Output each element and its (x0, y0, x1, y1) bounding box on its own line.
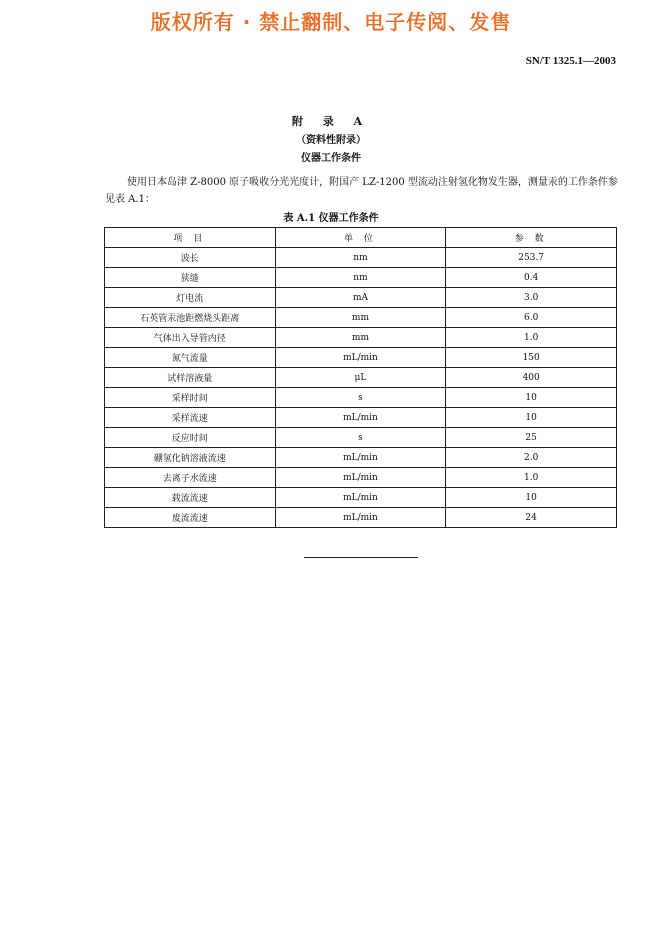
table-row (105, 488, 617, 508)
table-body (105, 248, 617, 528)
cell-value: 1.0 (446, 468, 617, 488)
cell-item: 载流流速 (105, 488, 276, 508)
table-row (105, 328, 617, 348)
cell-unit: nm (275, 248, 446, 268)
table-header-row (105, 228, 617, 248)
cell-value: 3.0 (446, 288, 617, 308)
cell-unit: mL/min (275, 408, 446, 428)
cell-value: 10 (446, 408, 617, 428)
cell-value: 0.4 (446, 268, 617, 288)
cell-unit: mL/min (275, 448, 446, 468)
cell-item: 灯电流 (105, 288, 276, 308)
table-caption: 表 A.1 仪器工作条件 (283, 213, 379, 224)
cell-item: 硼氢化钠溶液流速 (105, 448, 276, 468)
cell-value: 253.7 (446, 248, 617, 268)
cell-value: 150 (446, 348, 617, 368)
cell-unit: nm (275, 268, 446, 288)
cell-item: 反应时间 (105, 428, 276, 448)
table-row (105, 308, 617, 328)
cell-item: 采样时间 (105, 388, 276, 408)
cell-value: 10 (446, 488, 617, 508)
table-row (105, 388, 617, 408)
header-parameter: 参 数 (446, 228, 617, 248)
table-row (105, 508, 617, 528)
standard-code: SN/T 1325.1—2003 (525, 55, 616, 67)
cell-value: 25 (446, 428, 617, 448)
instrument-conditions-table (104, 227, 617, 528)
cell-value: 1.0 (446, 328, 617, 348)
header-item: 项 目 (105, 228, 276, 248)
copyright-watermark: 版权所有 · 禁止翻制、电子传阅、发售 (150, 10, 512, 34)
cell-item: 采样流速 (105, 408, 276, 428)
table-row (105, 448, 617, 468)
cell-value: 24 (446, 508, 617, 528)
cell-value: 6.0 (446, 308, 617, 328)
appendix-title: 附 录 A (291, 115, 371, 128)
cell-unit: mA (275, 288, 446, 308)
cell-item: 狭缝 (105, 268, 276, 288)
cell-value: 10 (446, 388, 617, 408)
cell-unit: μL (275, 368, 446, 388)
table-row (105, 248, 617, 268)
header-unit: 单 位 (275, 228, 446, 248)
cell-unit: mL/min (275, 508, 446, 528)
table-row (105, 408, 617, 428)
table-row (105, 368, 617, 388)
table-row (105, 348, 617, 368)
appendix-type: （资料性附录） (296, 135, 366, 146)
appendix-name: 仪器工作条件 (301, 153, 361, 164)
end-divider (304, 557, 418, 558)
table-row (105, 468, 617, 488)
cell-item: 氮气流量 (105, 348, 276, 368)
cell-item: 波长 (105, 248, 276, 268)
cell-item: 气体出入导管内径 (105, 328, 276, 348)
table-row (105, 288, 617, 308)
table-row (105, 428, 617, 448)
cell-unit: mL/min (275, 468, 446, 488)
cell-unit: s (275, 388, 446, 408)
cell-unit: mm (275, 328, 446, 348)
cell-value: 2.0 (446, 448, 617, 468)
cell-item: 去离子水流速 (105, 468, 276, 488)
cell-item: 废流流速 (105, 508, 276, 528)
cell-item: 石英管汞池距燃烧头距离 (105, 308, 276, 328)
cell-unit: s (275, 428, 446, 448)
cell-item: 试样溶液量 (105, 368, 276, 388)
body-paragraph: 使用日本岛津 Z-8000 原子吸收分光光度计，附国产 LZ-1200 型流动注射氢化物发生器，测量汞的工作条件参见表 A.1： (105, 177, 618, 205)
cell-value: 400 (446, 368, 617, 388)
cell-unit: mL/min (275, 348, 446, 368)
cell-unit: mL/min (275, 488, 446, 508)
table-row (105, 268, 617, 288)
cell-unit: mm (275, 308, 446, 328)
